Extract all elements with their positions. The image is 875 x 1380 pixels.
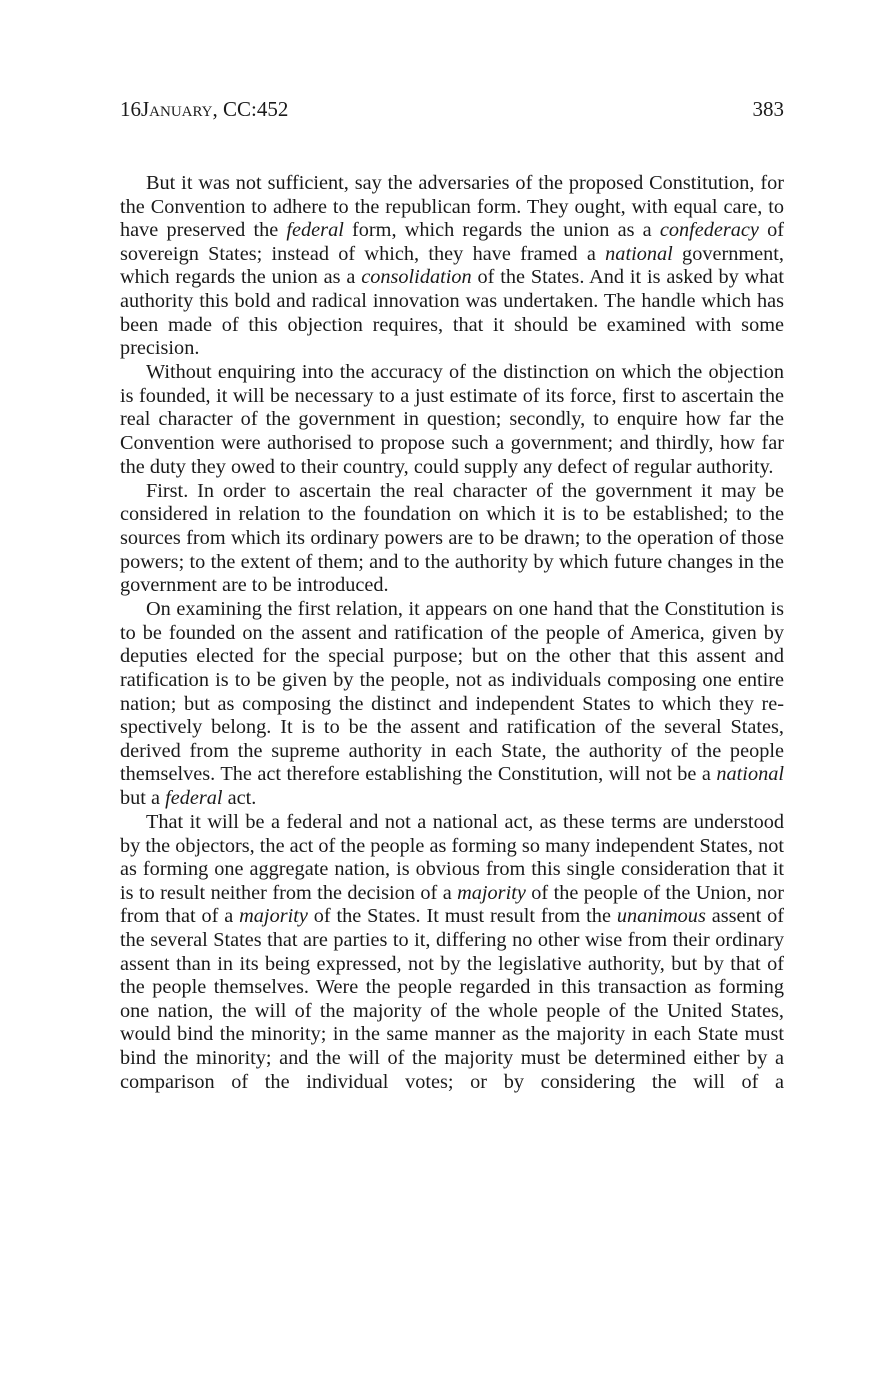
text-run: That it will be a federal and not a national act, as these terms are understood by the objectors, the act of the people as forming so many independent States, not as forming one aggregate nation, is obvious from this single consideration that it is to result neither from the decision of a [120,811,784,904]
running-head-title [120,96,288,122]
text-run: act. [222,786,257,809]
italic-text: national [716,763,784,786]
paragraph [120,811,784,1094]
paragraph [120,361,784,479]
paragraph [120,480,784,598]
text-run: government, which regards the union as a [120,242,784,289]
header-doc-ref: , CC:452 [212,97,289,121]
text-run: of the States. And it is asked by what authority this bold and radical innovation was undertaken. The handle which has been made of this objection requires, that it should be examined with some precision. [120,266,784,360]
italic-text: consolidation [361,266,472,289]
text-run: First. In order to ascertain the real character of the government it may be considered in relation to the foundation on which it is to be established; to the sources from which its ordinary powers are to be drawn; to the operation of those powers; to the extent of them; and to the authority by which future changes in the government are to be introduced. [120,479,784,597]
paragraph [120,172,784,361]
page-number: 383 [752,97,784,121]
header-date-day: 16 [120,97,141,121]
italic-text: confederacy [659,219,759,242]
text-run: On examining the first relation, it appears on one hand that the Constitution is to be founded on the assent and ratification of the people of America, given by deputies elected for the special purpose; but on the other that this assent and ratification is to be given by the people, not as individuals composing one entire nation; but as composing the distinct and independent States to which they respectively belong. It is to be the assent and ratification of the several States, derived from the supreme authority in each State, the authority of the people themselves. The act therefore establishing the Constitution, will not be a [120,598,784,786]
text-run: of the States. It must result from the [307,905,617,928]
italic-text: majority [457,881,526,904]
text-run: Without enquiring into the accuracy of the distinction on which the objection is founded, it will be necessary to a just estimate of its force, first to ascertain the real character of the government in question; secondly, to enquire how far the Convention were authorised to propose such a government; and thirdly, how far the duty they owed to their country, could supply any defect of regular authority. [120,361,784,478]
header-date-month: January [141,97,213,121]
italic-text: national [605,242,673,265]
text-run: but a [120,786,166,809]
italic-text: federal [165,786,223,809]
text-run: assent of the several States that are parties to it, differing no other wise from their ordinary assent than in its being expressed, not by the legislative authority, but by that of the people themselves. Were the people regarded in this transaction as forming one nation, the will of the majority of the whole people of the United States, would bind the minority; in the same manner as the majority in each State must bind the minority; and the will of the majority must be determined either by a comparison of the individual votes; or by considering the will of a [120,905,785,1093]
italic-text: federal [286,219,344,242]
paragraph [120,598,784,810]
body-text [120,172,784,1094]
italic-text: unanimous [616,905,706,928]
text-run: But it was not sufficient, say the adversaries of the proposed Constitution, for the Convention to adhere to the republican form. They ought, with equal care, to have preserved the [120,172,784,242]
text-run: of the people of the Union, nor from that of a [120,881,784,928]
italic-text: majority [239,905,308,928]
text-run: form, which regards the union as a [343,219,660,242]
text-run: of sovereign States; instead of which, they have framed a [120,219,784,265]
